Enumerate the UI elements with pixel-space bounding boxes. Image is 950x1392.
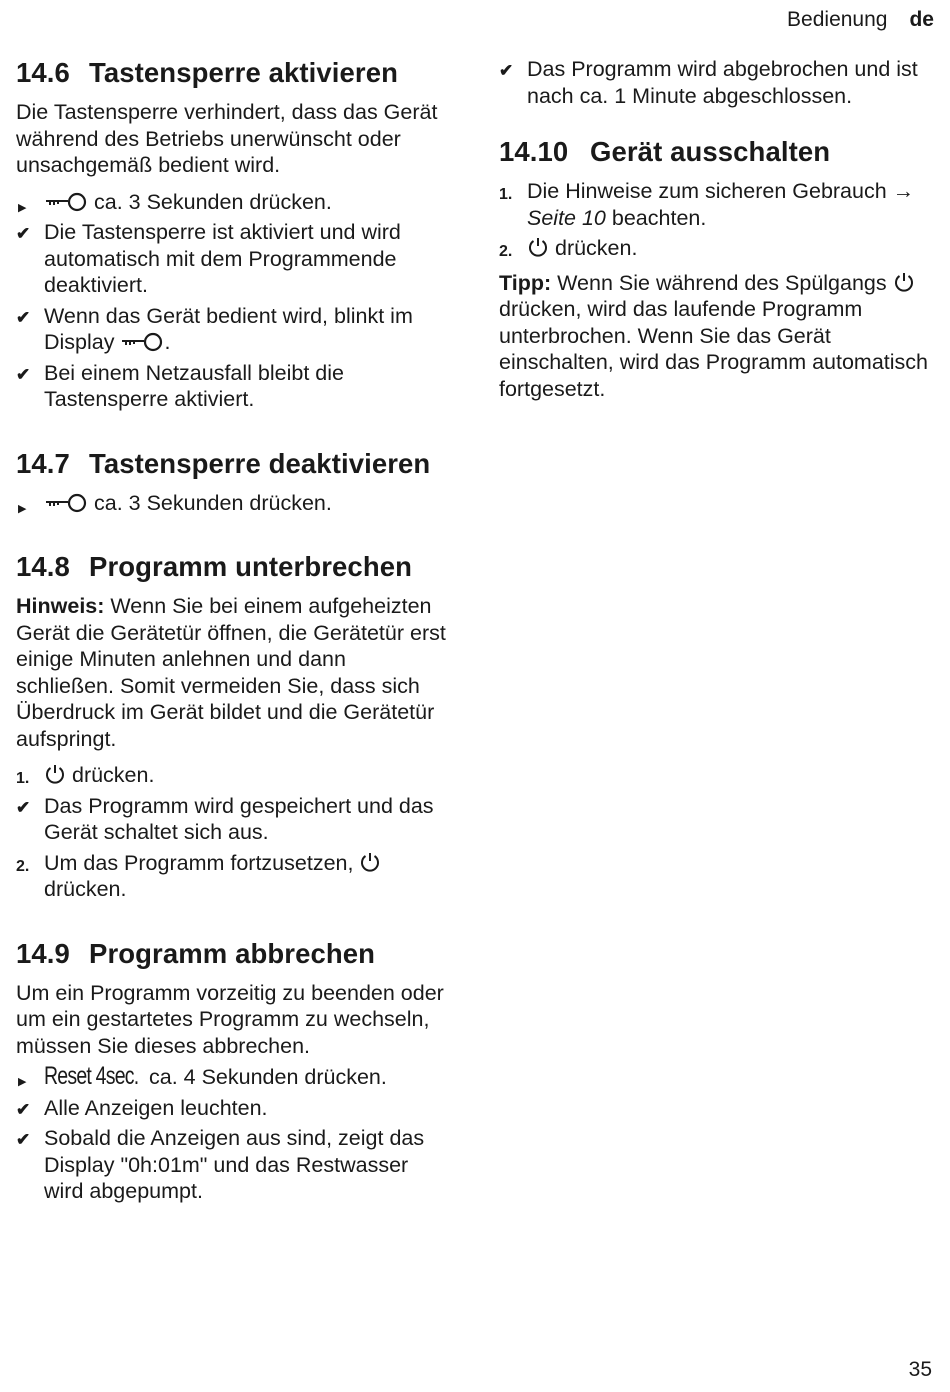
instruction-step: ▶ ca. 3 Sekunden drücken. bbox=[16, 189, 446, 216]
check-icon: ✔ bbox=[16, 1099, 31, 1119]
check-icon: ✔ bbox=[16, 1130, 31, 1149]
triangle-bullet-icon: ▶ bbox=[18, 1076, 27, 1088]
key-lock-icon bbox=[44, 192, 88, 212]
page-reference-link[interactable]: Seite 10 bbox=[527, 205, 606, 230]
header-section: Bedienung bbox=[787, 8, 888, 31]
numbered-step: 1. Die Hinweise zum sicheren Gebrauch → Seite 10 beachten. bbox=[499, 179, 915, 230]
numbered-step: 2. Um das Programm fortzusetzen, drücken. bbox=[16, 850, 446, 903]
reset-button-label: Reset 4sec. bbox=[44, 1062, 139, 1090]
section-14-8 bbox=[16, 550, 446, 903]
instruction-step: ▶ Reset 4sec. ca. 4 Sekunden drücken. bbox=[16, 1063, 446, 1091]
numbered-step: 1. drücken. bbox=[16, 763, 155, 787]
result-item: ✔ Sobald die Anzeigen aus sind, zeigt das Display "0h:01m" und das Restwasser wird abgepumpt. bbox=[16, 1126, 425, 1203]
key-lock-icon bbox=[120, 332, 164, 352]
numbered-step: 2. drücken. bbox=[499, 236, 638, 260]
power-icon bbox=[44, 763, 66, 785]
result-item: ✔ Das Programm wird abgebrochen und ist nach ca. 1 Minute abgeschlossen. bbox=[499, 57, 918, 108]
power-icon bbox=[893, 271, 915, 293]
section-heading: 14.8 Programm unterbrechen bbox=[16, 551, 413, 582]
check-icon: ✔ bbox=[499, 61, 514, 80]
result-item: ✔ Die Tastensperre ist aktiviert und wird automatisch mit dem Programmende deaktiviert. bbox=[16, 220, 401, 297]
section-14-10 bbox=[499, 135, 929, 402]
section-14-6 bbox=[16, 56, 446, 413]
check-icon: ✔ bbox=[16, 224, 31, 243]
arrow-icon: → bbox=[892, 179, 915, 203]
section-heading: 14.6 Tastensperre aktivieren bbox=[16, 57, 399, 88]
section-intro: Um ein Programm vorzeitig zu beenden oder um ein gestartetes Programm zu wechseln, müssen Sie dieses abbrechen. bbox=[16, 980, 444, 1058]
key-lock-icon bbox=[44, 493, 88, 513]
header-language: de bbox=[909, 8, 934, 31]
check-icon: ✔ bbox=[16, 797, 31, 817]
power-icon bbox=[527, 236, 549, 258]
note-paragraph: Hinweis: Wenn Sie bei einem aufgeheizten Gerät die Gerätetür öffnen, die Gerätetür erst einige Minuten anlehnen und dann schließen. Somit vermeiden Sie, dass sich Überdruck im Gerät bildet und die Gerätetür aufspringt. bbox=[16, 594, 446, 751]
section-14-9 bbox=[16, 937, 446, 1205]
triangle-bullet-icon: ▶ bbox=[18, 502, 27, 515]
page-number: 35 bbox=[908, 1358, 932, 1381]
triangle-bullet-icon: ▶ bbox=[18, 201, 27, 214]
left-column bbox=[16, 56, 446, 1239]
power-icon bbox=[359, 851, 381, 873]
tip-paragraph: Tipp: Wenn Sie während des Spülgangs drücken, wird das laufende Programm unterbrochen. Wenn Sie das Gerät einschalten, wird das Programm automatisch fortgesetzt. bbox=[499, 270, 928, 401]
section-heading: 14.9 Programm abbrechen bbox=[16, 937, 376, 969]
result-item: ✔ Das Programm wird gespeichert und das Gerät schaltet sich aus. bbox=[16, 793, 434, 844]
section-intro: Die Tastensperre verhindert, dass das Gerät während des Betriebs unerwünscht oder unsachgemäß bedient wird. bbox=[16, 100, 438, 177]
instruction-step: ▶ ca. 3 Sekunden drücken. bbox=[16, 490, 446, 517]
result-item: ✔ Wenn das Gerät bedient wird, blinkt im Display . bbox=[16, 303, 413, 354]
check-icon: ✔ bbox=[16, 364, 31, 384]
result-item: ✔ Bei einem Netzausfall bleibt die Tastensperre aktiviert. bbox=[16, 360, 344, 411]
page-header bbox=[787, 8, 934, 32]
right-column bbox=[499, 56, 929, 436]
check-icon: ✔ bbox=[16, 307, 31, 327]
section-14-7 bbox=[16, 447, 446, 517]
section-heading: 14.10 Gerät ausschalten bbox=[499, 136, 831, 167]
section-heading: 14.7 Tastensperre deaktivieren bbox=[16, 447, 431, 479]
result-item: ✔ Alle Anzeigen leuchten. bbox=[16, 1095, 446, 1122]
